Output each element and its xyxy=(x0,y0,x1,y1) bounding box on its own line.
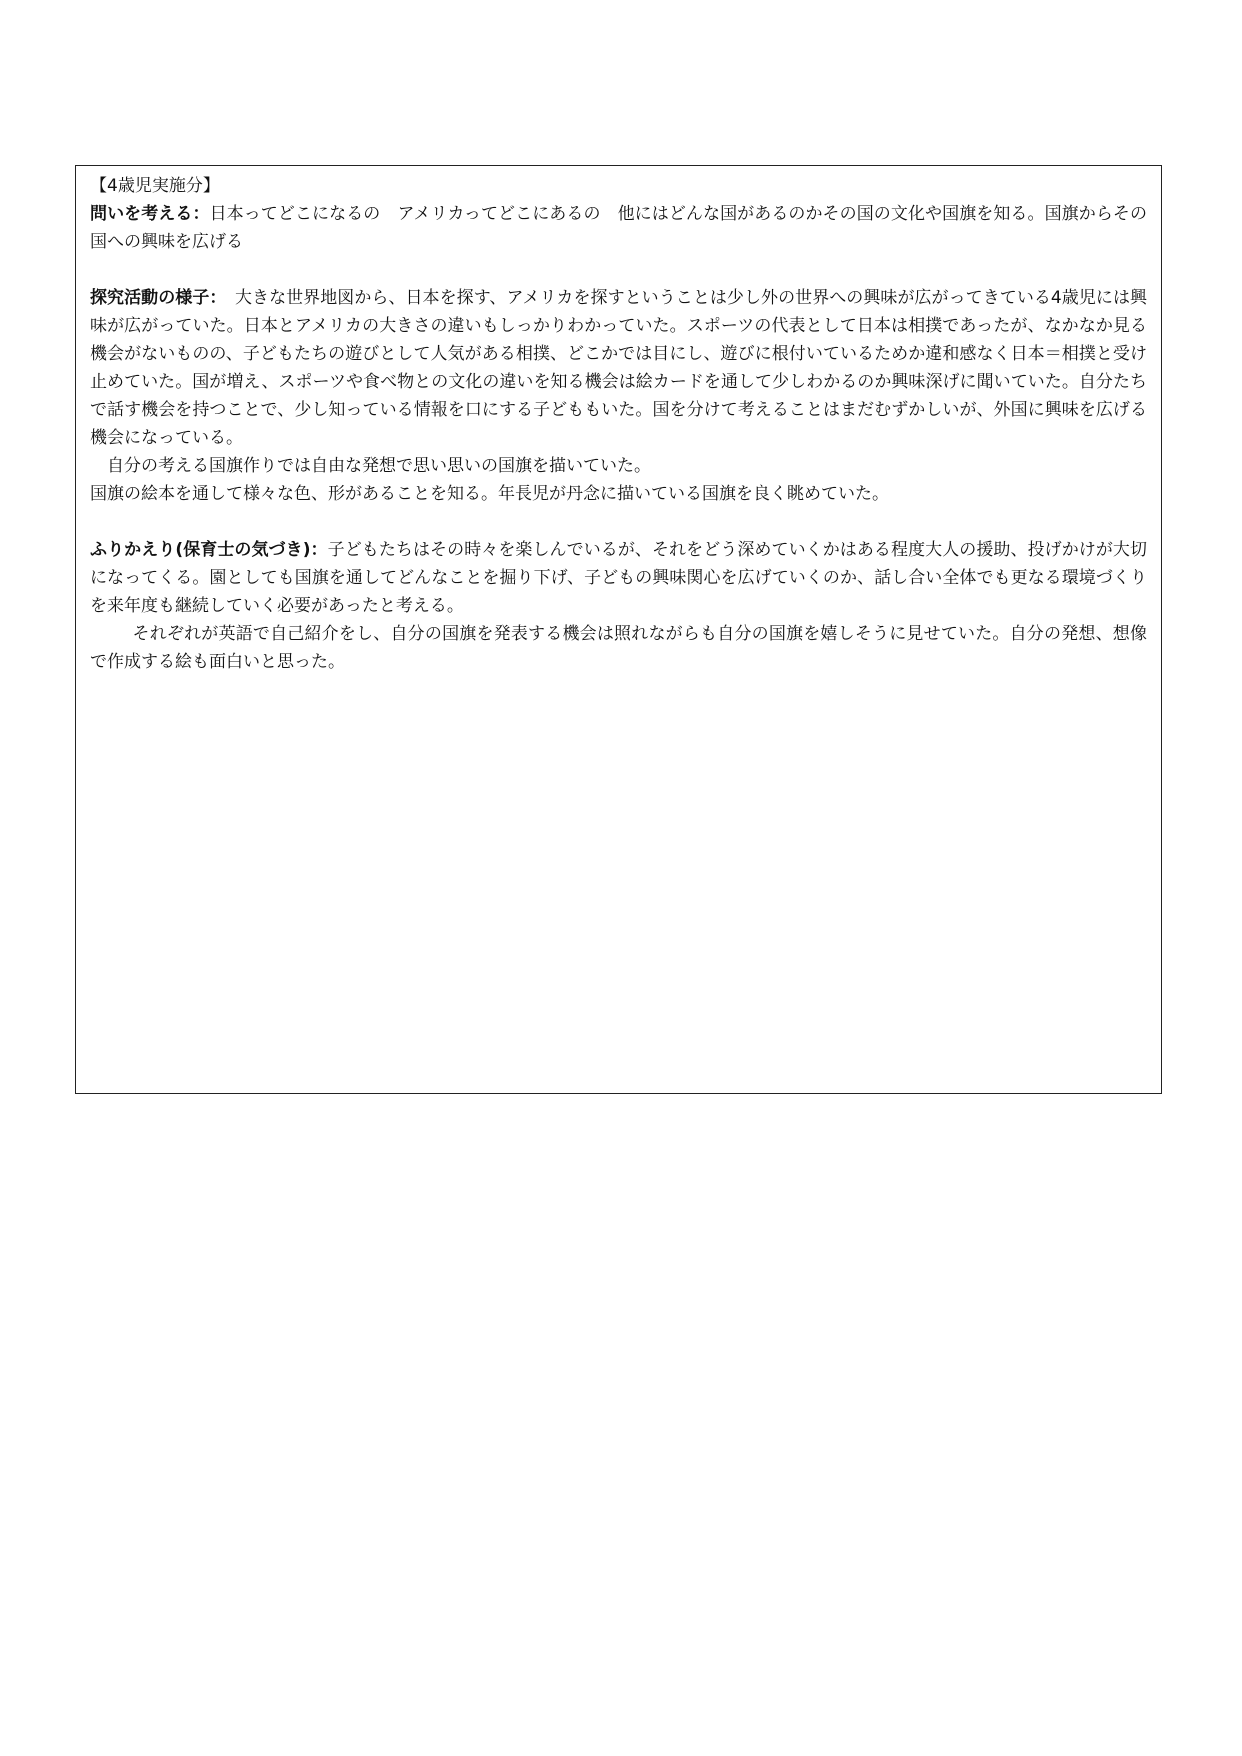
reflection-text: 子どもたちはその時々を楽しんでいるが、それをどう深めていくかはある程度大人の援助、投げかけが大切になってくる。園としても国旗を通してどんなことを掘り下げ、子どもの興味関心を広げていくのか、話し合い全体でも更なる環境づくりを来年度も継続していく必要があったと考える。 xyxy=(90,540,1147,616)
question-text: 日本ってどこになるの アメリカってどこにあるの 他にはどんな国があるのかその国の文化や国旗を知る。国旗からその国への興味を広げる xyxy=(90,204,1147,252)
spacer xyxy=(90,508,1147,536)
activity-text: 大きな世界地図から、日本を探す、アメリカを探すということは少し外の世界への興味が広がってきている4歳児には興味が広がっていた。日本とアメリカの大きさの違いもしっかりわかっていた。スポーツの代表として日本は相撲であったが、なかなか見る機会がないものの、子どもたちの遊びとして人気がある相撲、どこかでは目にし、遊びに根付いているためか違和感なく日本＝相撲と受け止めていた。国が増え、スポーツや食べ物との文化の違いを知る機会は絵カードを通して少しわかるのか興味深げに聞いていた。自分たちで話す機会を持つことで、少し知っている情報を口にする子どももいた。国を分けて考えることはまだむずかしいが、外国に興味を広げる機会になっている。 xyxy=(90,288,1148,448)
section-title: 【4歳児実施分】 xyxy=(90,176,220,196)
reflection-paragraph-2: それぞれが英語で自己紹介をし、自分の国旗を発表する機会は照れながらも自分の国旗を嬉しそうに見せていた。自分の発想、想像で作成する絵も面白いと思った。 xyxy=(90,624,1147,672)
question-paragraph xyxy=(90,200,1147,256)
activity-label: 探究活動の様子： xyxy=(90,288,218,308)
question-label: 問いを考える： xyxy=(90,204,210,224)
report-box xyxy=(75,165,1162,1094)
activity-paragraph-2: 自分の考える国旗作りでは自由な発想で思い思いの国旗を描いていた。 xyxy=(107,456,651,476)
activity-paragraph-3: 国旗の絵本を通して様々な色、形があることを知る。年長児が丹念に描いている国旗を良く眺めていた。 xyxy=(90,484,889,504)
spacer xyxy=(90,256,1147,284)
reflection-label: ふりかえり(保育士の気づき)： xyxy=(90,540,328,560)
activity-paragraph xyxy=(90,284,1147,452)
reflection-paragraph xyxy=(90,536,1147,620)
